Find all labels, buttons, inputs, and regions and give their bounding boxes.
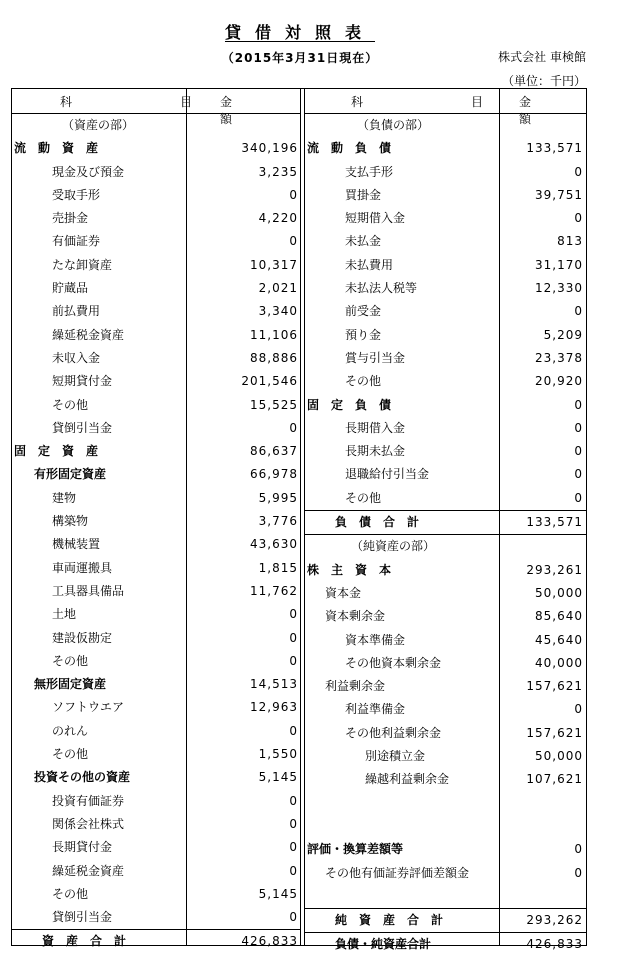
row-value: 86,637 xyxy=(250,444,298,459)
row-value: 10,317 xyxy=(250,257,298,272)
row-label: 長期借入金 xyxy=(345,420,406,435)
table-row xyxy=(12,114,300,137)
row-label: （負債の部） xyxy=(357,118,430,132)
unit-label: （単位：千円） xyxy=(501,74,586,88)
row-value: 0 xyxy=(574,467,583,482)
row-value: 157,621 xyxy=(526,679,583,694)
table-row xyxy=(12,580,300,603)
row-value: 5,145 xyxy=(258,770,298,785)
row-label: 投資有価証券 xyxy=(52,793,125,808)
table-row xyxy=(305,417,586,440)
row-value: 39,751 xyxy=(535,187,583,202)
table-row xyxy=(305,885,586,908)
item-header: 科 目 xyxy=(60,95,221,109)
row-value: 45,640 xyxy=(535,632,583,647)
row-value: 0 xyxy=(289,793,298,808)
row-label: 短期貸付金 xyxy=(52,374,113,389)
row-label: （純資産の部） xyxy=(351,539,436,554)
table-row xyxy=(305,511,586,534)
table-row xyxy=(305,161,586,184)
table-row xyxy=(305,559,586,582)
table-row xyxy=(12,766,300,789)
row-value: 88,886 xyxy=(250,350,298,365)
row-label: その他有価証券評価差額金 xyxy=(325,865,470,880)
row-label: 売掛金 xyxy=(52,211,89,226)
row-value: 0 xyxy=(289,910,298,925)
row-value: 5,995 xyxy=(258,490,298,505)
table-row xyxy=(12,790,300,813)
table-row xyxy=(12,347,300,370)
table-row xyxy=(12,207,300,230)
row-value: 0 xyxy=(574,842,583,857)
row-value: 157,621 xyxy=(526,725,583,740)
row-value: 0 xyxy=(289,863,298,878)
balance-sheet-table xyxy=(11,88,639,952)
row-label: 資本剰余金 xyxy=(325,609,386,624)
table-row xyxy=(12,720,300,743)
row-value: 0 xyxy=(289,840,298,855)
row-label: 長期貸付金 xyxy=(52,840,113,855)
row-value: 0 xyxy=(289,723,298,738)
table-row xyxy=(12,161,300,184)
row-value: 50,000 xyxy=(535,585,583,600)
row-label: （資産の部） xyxy=(62,118,135,132)
table-row xyxy=(12,184,300,207)
company-name: 株式会社 車検館 xyxy=(498,50,586,64)
row-value: 201,546 xyxy=(241,374,298,389)
table-row xyxy=(305,137,586,160)
table-row xyxy=(12,394,300,417)
row-value: 293,261 xyxy=(526,562,583,577)
row-label: 未収入金 xyxy=(52,350,101,365)
row-label: 関係会社株式 xyxy=(52,816,125,831)
row-value: 0 xyxy=(574,397,583,412)
table-row xyxy=(305,675,586,698)
row-label: その他 xyxy=(52,886,89,901)
row-label: 機械装置 xyxy=(52,537,101,552)
item-header: 科 目 xyxy=(351,95,512,109)
row-value: 0 xyxy=(289,607,298,622)
table-row xyxy=(12,650,300,673)
row-value: 426,833 xyxy=(241,934,298,949)
row-value: 31,170 xyxy=(535,257,583,272)
row-value: 0 xyxy=(289,187,298,202)
table-row xyxy=(305,370,586,393)
assets-column xyxy=(12,89,341,949)
table-row xyxy=(305,933,586,956)
table-row xyxy=(12,440,300,463)
row-value: 0 xyxy=(574,211,583,226)
row-label: 資本準備金 xyxy=(345,632,406,647)
row-label: その他資本剰余金 xyxy=(345,655,442,670)
row-label: その他 xyxy=(52,747,89,762)
table-row xyxy=(12,883,300,906)
row-value: 0 xyxy=(574,420,583,435)
row-label: 資本金 xyxy=(325,585,362,600)
row-label: 貸倒引当金 xyxy=(52,910,113,925)
row-label: その他 xyxy=(52,653,89,668)
row-label: 支払手形 xyxy=(345,164,394,179)
table-row xyxy=(12,533,300,556)
row-value: 133,571 xyxy=(526,141,583,156)
table-row xyxy=(305,629,586,652)
row-value: 11,762 xyxy=(250,583,298,598)
row-label: その他 xyxy=(345,490,382,505)
table-row xyxy=(305,487,586,510)
row-label: 未払費用 xyxy=(345,257,394,272)
table-row xyxy=(305,652,586,675)
row-value: 23,378 xyxy=(535,350,583,365)
row-value: 107,621 xyxy=(526,772,583,787)
row-label: 繰延税金資産 xyxy=(52,327,125,342)
row-value: 133,571 xyxy=(526,515,583,530)
row-label: 流 動 資 産 xyxy=(14,141,99,156)
table-row xyxy=(12,230,300,253)
row-label: 有価証券 xyxy=(52,234,101,249)
row-value: 11,106 xyxy=(250,327,298,342)
row-label: 貯蔵品 xyxy=(52,281,89,296)
table-row xyxy=(305,768,586,791)
row-label: 資 産 合 計 xyxy=(42,934,127,949)
table-row xyxy=(305,745,586,768)
table-row xyxy=(305,347,586,370)
table-row xyxy=(12,487,300,510)
row-value: 14,513 xyxy=(250,677,298,692)
row-value: 0 xyxy=(574,702,583,717)
row-label: 固 定 資 産 xyxy=(14,444,99,459)
row-label: 短期借入金 xyxy=(345,211,406,226)
document-title: 貸借対照表 xyxy=(224,23,375,42)
amount-header: 金 額 xyxy=(220,95,341,126)
row-label: 退職給付引当金 xyxy=(345,467,430,482)
row-label: 建設仮勘定 xyxy=(52,630,113,645)
row-value: 5,145 xyxy=(258,886,298,901)
row-value: 50,000 xyxy=(535,749,583,764)
row-label: 受取手形 xyxy=(52,187,101,202)
row-value: 0 xyxy=(289,234,298,249)
table-row xyxy=(305,300,586,323)
table-row xyxy=(305,277,586,300)
table-row xyxy=(12,603,300,626)
row-value: 0 xyxy=(574,304,583,319)
table-row xyxy=(12,743,300,766)
row-value: 43,630 xyxy=(250,537,298,552)
table-row xyxy=(12,300,300,323)
row-label: 預り金 xyxy=(345,327,382,342)
row-label: 流 動 負 債 xyxy=(307,141,392,156)
row-label: 評価・換算差額等 xyxy=(307,842,404,857)
table-row xyxy=(12,463,300,486)
row-label: 賞与引当金 xyxy=(345,350,406,365)
table-row xyxy=(305,394,586,417)
row-value: 0 xyxy=(289,653,298,668)
row-label: のれん xyxy=(52,723,89,738)
row-label: 未払法人税等 xyxy=(345,281,418,296)
row-value: 293,262 xyxy=(526,913,583,928)
table-row xyxy=(305,605,586,628)
table-row xyxy=(305,254,586,277)
row-value: 66,978 xyxy=(250,467,298,482)
table-row xyxy=(12,673,300,696)
table-row xyxy=(305,463,586,486)
row-value: 0 xyxy=(574,490,583,505)
row-label: 固 定 負 債 xyxy=(307,397,392,412)
liabilities-rows xyxy=(305,114,586,957)
row-label: 純 資 産 合 計 xyxy=(335,913,444,928)
table-row xyxy=(305,114,586,137)
table-row xyxy=(305,792,586,815)
table-row xyxy=(12,370,300,393)
row-label: 無形固定資産 xyxy=(34,677,107,692)
table-row xyxy=(12,417,300,440)
table-row xyxy=(305,184,586,207)
row-label: 前受金 xyxy=(345,304,382,319)
row-value: 4,220 xyxy=(258,211,298,226)
row-label: その他利益剰余金 xyxy=(345,725,442,740)
row-label: 負 債 合 計 xyxy=(335,515,420,530)
table-row xyxy=(305,815,586,838)
row-label: 投資その他の資産 xyxy=(34,770,131,785)
amount-header: 金 額 xyxy=(519,95,639,126)
table-row xyxy=(12,627,300,650)
row-value: 2,021 xyxy=(258,281,298,296)
row-value: 1,550 xyxy=(258,747,298,762)
row-value: 15,525 xyxy=(250,397,298,412)
row-label: ソフトウエア xyxy=(52,700,125,715)
row-value: 426,833 xyxy=(526,937,583,952)
row-value: 3,776 xyxy=(258,514,298,529)
table-row xyxy=(305,207,586,230)
table-row xyxy=(12,906,300,929)
row-label: 建物 xyxy=(52,490,77,505)
table-row xyxy=(12,557,300,580)
table-row xyxy=(305,440,586,463)
row-value: 85,640 xyxy=(535,609,583,624)
row-value: 1,815 xyxy=(258,560,298,575)
table-row xyxy=(305,582,586,605)
row-value: 340,196 xyxy=(241,141,298,156)
row-label: 土地 xyxy=(52,607,77,622)
row-label: 長期未払金 xyxy=(345,444,406,459)
row-value: 0 xyxy=(289,816,298,831)
row-label: 構築物 xyxy=(52,514,89,529)
row-label: 株 主 資 本 xyxy=(307,562,392,577)
row-label: 貸倒引当金 xyxy=(52,420,113,435)
table-row xyxy=(12,813,300,836)
row-label: その他 xyxy=(52,397,89,412)
table-row xyxy=(12,277,300,300)
row-value: 40,000 xyxy=(535,655,583,670)
row-value: 20,920 xyxy=(535,374,583,389)
row-value: 0 xyxy=(289,630,298,645)
row-label: 買掛金 xyxy=(345,187,382,202)
row-value: 12,963 xyxy=(250,700,298,715)
table-row xyxy=(305,535,586,558)
table-row xyxy=(305,838,586,861)
table-row xyxy=(305,230,586,253)
row-value: 12,330 xyxy=(535,281,583,296)
table-row xyxy=(12,137,300,160)
row-value: 0 xyxy=(574,865,583,880)
row-label: 現金及び預金 xyxy=(52,164,125,179)
row-value: 0 xyxy=(289,420,298,435)
table-row xyxy=(12,324,300,347)
row-label: 工具器具備品 xyxy=(52,583,125,598)
table-row xyxy=(12,696,300,719)
row-value: 0 xyxy=(574,444,583,459)
row-label: 繰延税金資産 xyxy=(52,863,125,878)
table-row xyxy=(12,860,300,883)
row-label: 繰越利益剰余金 xyxy=(365,772,450,787)
table-row xyxy=(305,698,586,721)
row-value: 813 xyxy=(557,234,583,249)
column-divider xyxy=(300,89,301,945)
row-label: 別途積立金 xyxy=(365,749,426,764)
row-label: 未払金 xyxy=(345,234,382,249)
row-label: 負債・純資産合計 xyxy=(335,937,432,952)
table-row xyxy=(305,909,586,932)
row-label: その他 xyxy=(345,374,382,389)
table-row xyxy=(12,510,300,533)
assets-rows xyxy=(12,114,300,954)
table-row xyxy=(12,254,300,277)
liabilities-column xyxy=(305,89,639,952)
table-row xyxy=(12,930,300,953)
row-value: 5,209 xyxy=(543,327,583,342)
table-row xyxy=(305,862,586,885)
row-value: 0 xyxy=(574,164,583,179)
row-label: 利益剰余金 xyxy=(325,679,386,694)
table-row xyxy=(305,722,586,745)
row-label: 車両運搬具 xyxy=(52,560,113,575)
row-label: 有形固定資産 xyxy=(34,467,107,482)
row-label: たな卸資産 xyxy=(52,257,113,272)
row-label: 利益準備金 xyxy=(345,702,406,717)
row-label: 前払費用 xyxy=(52,304,101,319)
report-date: （2015年3月31日現在） xyxy=(221,51,379,65)
row-value: 3,235 xyxy=(258,164,298,179)
table-row xyxy=(12,836,300,859)
table-row xyxy=(305,324,586,347)
row-value: 3,340 xyxy=(258,304,298,319)
